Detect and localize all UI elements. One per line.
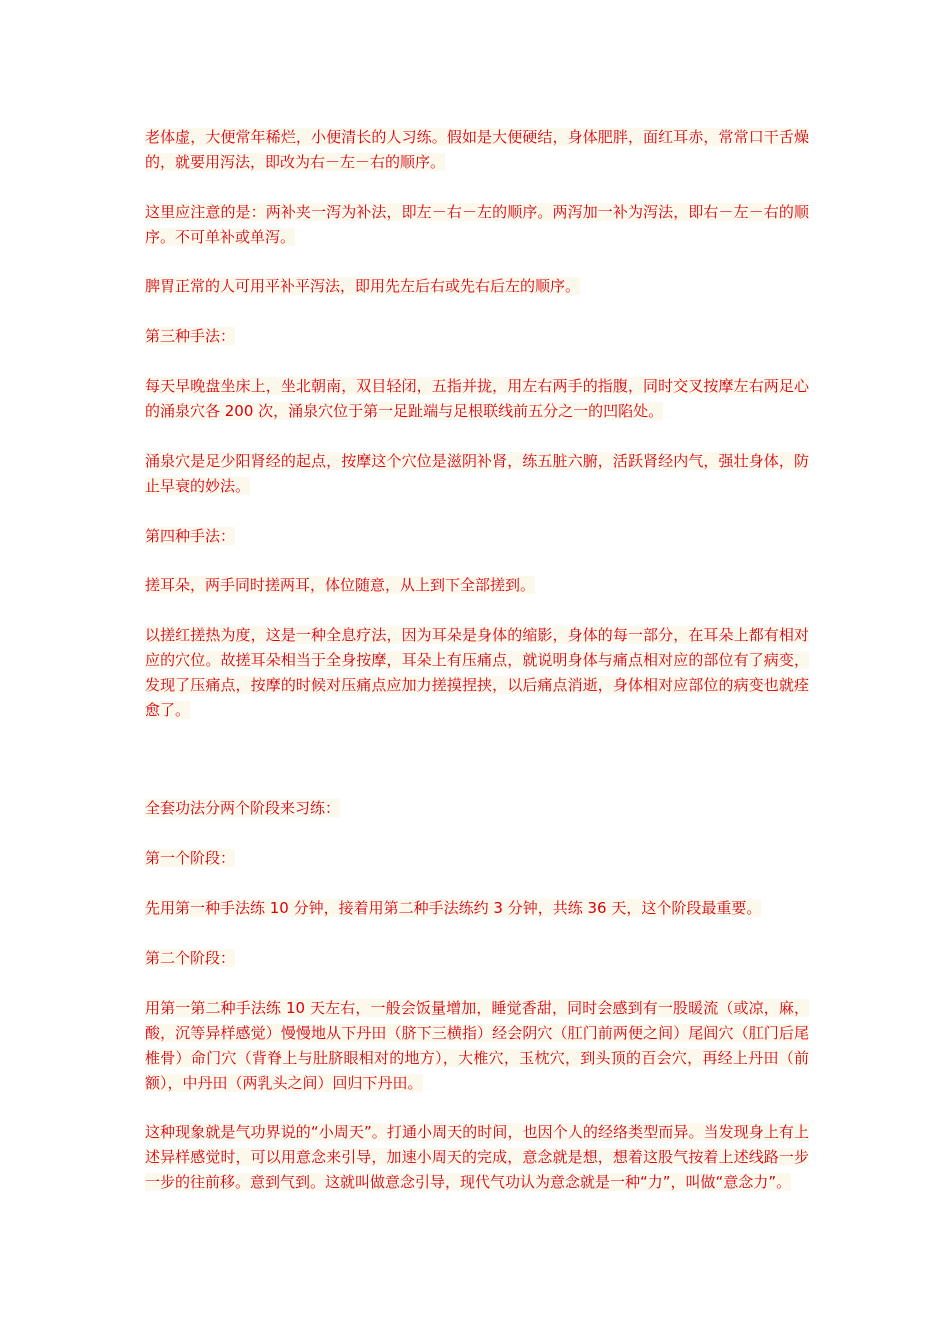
- paragraph-1: 老体虚，大便常年稀烂，小便清长的人习练。假如是大便硬结，身体肥胖，面红耳赤，常常口干舌燥的，就要用泻法，即改为右－左－右的顺序。: [145, 128, 809, 171]
- paragraph-6: 搓耳朵，两手同时搓两耳，体位随意，从上到下全部搓到。: [145, 576, 536, 594]
- paragraph-9: 先用第一种手法练 10 分钟，接着用第二种手法练约 3 分钟，共练 36 天，这个阶段最重要。: [145, 899, 762, 917]
- paragraph-10: 用第一第二种手法练 10 天左右，一般会饭量增加，睡觉香甜，同时会感到有一股暖流（或凉，麻，酸，沉等异样感觉）慢慢地从下丹田（脐下三横指）经会阴穴（肛门前两便之间）尾闾穴（肛门后尾椎骨）命门穴（背脊上与肚脐眼相对的地方），大椎穴，玉枕穴，到头顶的百会穴，再经上丹田（前额），中丹田（两乳头之间）回归下丹田。: [145, 999, 809, 1092]
- paragraph-11: 这种现象就是气功界说的“小周天”。打通小周天的时间，也因个人的经络类型而异。当发现身上有上述异样感觉时，可以用意念来引导，加速小周天的完成，意念就是想，想着这股气按着上述线路一步一步的往前移。意到气到。这就叫做意念引导，现代气功认为意念就是一种“力”，叫做“意念力”。: [145, 1123, 809, 1191]
- heading-method-4: 第四种手法：: [145, 527, 236, 545]
- paragraph-3: 脾胃正常的人可用平补平泻法，即用先左后右或先右后左的顺序。: [145, 277, 581, 295]
- paragraph-5: 涌泉穴是足少阳肾经的起点，按摩这个穴位是滋阴补肾，练五脏六腑，活跃肾经内气，强壮身体，防止早衰的妙法。: [145, 452, 809, 495]
- paragraph-7: 以搓红搓热为度，这是一种全息疗法，因为耳朵是身体的缩影，身体的每一部分，在耳朵上都有相对应的穴位。故搓耳朵相当于全身按摩，耳朵上有压痛点，就说明身体与痛点相对应的部位有了病变，发现了压痛点，按摩的时候对压痛点应加力搓摸捏挟，以后痛点消逝，身体相对应部位的病变也就痊愈了。: [145, 626, 809, 719]
- paragraph-4: 每天早晚盘坐床上，坐北朝南，双目轻闭，五指并拢，用左右两手的指腹，同时交叉按摩左右两足心的涌泉穴各 200 次，涌泉穴位于第一足趾端与足根联线前五分之一的凹陷处。: [145, 377, 809, 420]
- heading-stage-2: 第二个阶段：: [145, 949, 236, 967]
- heading-stage-1: 第一个阶段：: [145, 849, 236, 867]
- paragraph-2: 这里应注意的是：两补夹一泻为补法，即左－右－左的顺序。两泻加一补为泻法，即右－左－右的顺序。不可单补或单泻。: [145, 203, 809, 246]
- heading-method-3: 第三种手法：: [145, 327, 236, 345]
- paragraph-8: 全套功法分两个阶段来习练：: [145, 799, 341, 817]
